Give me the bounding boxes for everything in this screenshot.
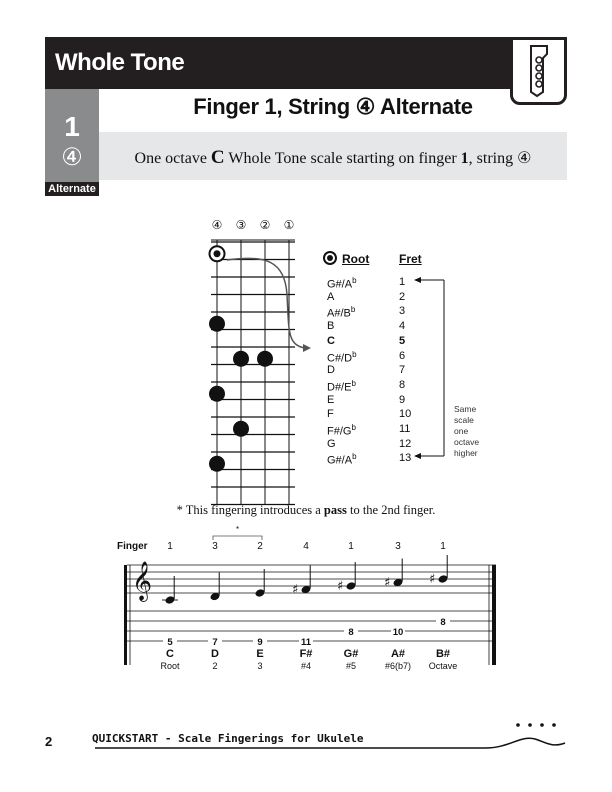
same-scale-note (454, 404, 479, 459)
note-name: A (327, 290, 335, 303)
fret-number: 10 (399, 408, 412, 421)
note-name: F (327, 408, 334, 421)
finger-number: 1 (348, 541, 354, 552)
desc-prefix: One octave (134, 150, 207, 167)
same-scale-word: scale (454, 415, 474, 425)
scale-degree-label: #4 (300, 661, 312, 671)
flat-symbol: b (352, 276, 357, 285)
fret-number: 6 (399, 349, 406, 362)
system-bar (124, 565, 127, 665)
finger-row-label: Finger (117, 541, 148, 552)
note-name: $C\#/D^b$ (327, 349, 357, 365)
root-column-header: Root (342, 252, 370, 266)
desc-suffix: , string ④ (468, 150, 532, 167)
side-tab-string: ④ (61, 144, 83, 171)
fret-number: 7 (399, 364, 406, 377)
connector-arrow (227, 258, 305, 348)
flat-symbol: b (351, 378, 356, 388)
tab-fret-number: 10 (392, 627, 404, 638)
footnote (0, 503, 612, 518)
scale-degree-label: 2 (212, 661, 218, 671)
end-thick-bar (492, 565, 496, 665)
note-name: G (327, 437, 336, 450)
fret-number: 13 (399, 452, 412, 465)
flat-symbol: b (350, 305, 356, 315)
same-scale-word: octave (454, 437, 480, 447)
tab-fret-number: 9 (257, 637, 263, 648)
string-label: ③ (235, 218, 247, 232)
desc-key: C (210, 147, 225, 168)
finger-dot (209, 386, 225, 402)
note-name: D (327, 364, 335, 377)
note-name-label: C (166, 648, 174, 660)
finger-dot (209, 456, 225, 472)
flat-symbol: b (352, 349, 357, 359)
note-name-label: B# (435, 648, 451, 660)
fret-number: 11 (399, 423, 411, 435)
note-name: $A\#/B^b$ (327, 305, 356, 321)
note-name-label: E (256, 648, 264, 660)
scale-degree-label: #6(b7) (384, 661, 412, 671)
same-scale-word: Same (454, 404, 477, 414)
root-dot-center (214, 250, 221, 257)
desc-middle: Whole Tone scale starting on finger (228, 150, 457, 167)
page-title: Whole Tone (55, 49, 185, 76)
same-scale-word: one (454, 426, 469, 436)
fret-number: 5 (399, 334, 406, 347)
finger-number: 3 (212, 541, 218, 552)
note-name: $G\#/A^b$ (327, 276, 357, 291)
scale-degree-label: #5 (345, 661, 357, 671)
sharp-sign: ♯ (292, 582, 299, 598)
finger-dot (233, 351, 249, 367)
scale-degree-label: Root (160, 661, 180, 671)
scale-degree-label: 3 (257, 661, 263, 671)
connector-arrowhead (303, 344, 311, 352)
scale-description (99, 147, 567, 169)
book-title: QUICKSTART - Scale Fingerings for Ukulele (92, 732, 364, 745)
tab-fret-number: 5 (167, 637, 173, 648)
root-marker-icon (323, 251, 337, 265)
note-name: $F\#/G^b$ (327, 423, 356, 438)
treble-clef-icon: 𝄞 (132, 561, 153, 601)
fret-number: 8 (399, 378, 406, 391)
note-name: $D\#/E^b$ (327, 378, 356, 394)
sharp-sign: ♯ (384, 575, 391, 591)
fretboard-diagram (195, 215, 325, 505)
side-tab-label: Alternate (45, 182, 99, 196)
tab-fret-number: 7 (212, 637, 218, 648)
note-name-label: D (211, 648, 219, 660)
note-name-label: A# (390, 648, 406, 660)
footnote-prefix: * This fingering introduces a (176, 503, 321, 517)
side-tab-number: 1 (64, 111, 80, 142)
note-name: B (327, 320, 335, 333)
note-name: E (327, 393, 335, 406)
staff-and-tab (113, 525, 503, 678)
tab-fret-number: 8 (440, 617, 446, 628)
page-number: 2 (45, 734, 53, 749)
footnote-suffix: to the 2nd finger. (349, 503, 436, 517)
string-label: ④ (211, 218, 223, 232)
finger-dot (233, 421, 249, 437)
desc-finger: 1 (460, 150, 469, 167)
fret-number: 1 (399, 276, 406, 288)
tab-fret-number: 11 (300, 637, 312, 648)
finger-number: 1 (440, 541, 446, 552)
fret-number: 3 (399, 305, 406, 318)
footnote-bold: pass (323, 503, 347, 517)
sharp-sign: ♯ (337, 579, 344, 594)
string-label: ① (283, 218, 295, 232)
flat-symbol: b (352, 452, 357, 462)
note-name: $G\#/A^b$ (327, 452, 357, 468)
sharp-sign: ♯ (429, 572, 436, 587)
fret-number: 12 (399, 437, 412, 450)
finger-number: 1 (167, 541, 173, 552)
note-name-label: G# (343, 648, 359, 660)
note-name-label: F# (299, 648, 313, 660)
scale-degree-label: Octave (428, 661, 458, 671)
finger-dot (257, 351, 273, 367)
note-name: C (327, 334, 335, 347)
pass-bracket (213, 536, 262, 540)
flat-symbol: b (351, 423, 356, 432)
string-label: ② (259, 218, 271, 232)
same-scale-word: higher (454, 448, 478, 458)
octave-bracket-arrows (410, 270, 450, 470)
finger-number: 2 (257, 541, 263, 552)
fret-number: 9 (399, 393, 406, 406)
fret-number: 4 (399, 320, 406, 333)
fret-number: 2 (399, 290, 406, 303)
finger-dot (209, 316, 225, 332)
finger-number: 3 (395, 541, 401, 552)
finger-number: 4 (303, 541, 309, 552)
section-subtitle: Finger 1, String ④ Alternate (193, 94, 473, 119)
fret-column-header: Fret (399, 252, 422, 266)
pass-marker: * (235, 525, 240, 534)
tab-fret-number: 8 (348, 627, 354, 638)
